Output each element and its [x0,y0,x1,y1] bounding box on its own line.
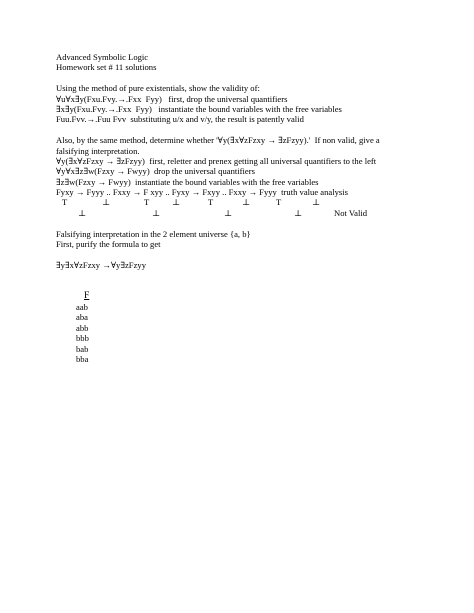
part3-intro: Falsifying interpretation in the 2 element universe {a, b} [56,228,251,239]
part2-intro: Also, by the same method, determine whether '∀y(∃x∀zFzxy → ∃zFzyy).' If non valid, give a [56,135,380,146]
extension-item: bab [76,343,89,354]
extension-item: abb [76,322,89,333]
truth-value: ⊥ [152,207,161,218]
truth-value: ⊥ [172,197,181,208]
spacer [56,249,456,259]
part2-intro-cont: falsifying interpretation. [56,145,140,156]
spacer [56,270,456,280]
truth-values-row-2 [56,208,456,218]
part3-instruction: First, purify the formula to get [56,239,161,250]
extension-item: bba [76,353,89,364]
truth-table-formula: Fyxy → Fyyy .. Fxxy → F xyy .. Fyxy → Fxyy .. Fxxy → Fyyy truth value analysis [56,187,348,198]
extension-table [76,291,456,364]
proof-line: ∀y(∃x∀zFzxy → ∃zFzyy) first, reletter and prenex getting all universal quantifiers to the left [56,155,377,166]
document-title: Advanced Symbolic Logic [56,52,149,62]
truth-value: T [208,197,214,208]
truth-value: ⊥ [312,197,321,208]
part1-intro: Using the method of pure existentials, show the validity of: [56,83,260,94]
spacer [56,73,456,83]
purified-formula: ∃y∃x∀zFzxy →∀y∃zFzyy [56,259,146,270]
extension-header: F [84,290,90,301]
extension-item: aba [76,312,88,323]
truth-value: ⊥ [78,207,87,218]
document-page [56,52,456,364]
spacer [56,281,456,291]
proof-line: ∃z∃w(Fzxy → Fwyy) instantiate the bound variables with the free variables [56,176,319,187]
spacer [56,125,456,135]
spacer [56,218,456,228]
truth-value: ⊥ [224,207,233,218]
truth-value: T [62,197,68,208]
extension-item: bbb [76,333,89,344]
truth-value: ⊥ [294,207,303,218]
document-subtitle: Homework set # 11 solutions [56,62,157,73]
proof-line: ∃x∃y(Fxu.Fvy.→.Fxx Fyy) instantiate the bound variables with the free variables [56,103,342,114]
verdict-label: Not Valid [334,207,368,218]
truth-value: T [276,197,282,208]
truth-value: ⊥ [102,197,111,208]
proof-line: ∀y∀x∃z∃w(Fzxy → Fwyy) drop the universal quantifiers [56,166,255,177]
truth-value: ⊥ [242,197,251,208]
truth-value: T [144,197,150,208]
extension-item: aab [76,301,88,312]
proof-line: Fuu.Fvv.→.Fuu Fvv substituting u/x and v/y, the result is patently valid [56,114,304,125]
truth-values-row-1 [56,197,456,207]
proof-line: ∀u∀x∃y(Fxu.Fvy.→.Fxx Fyy) first, drop the universal quantifiers [56,93,288,104]
